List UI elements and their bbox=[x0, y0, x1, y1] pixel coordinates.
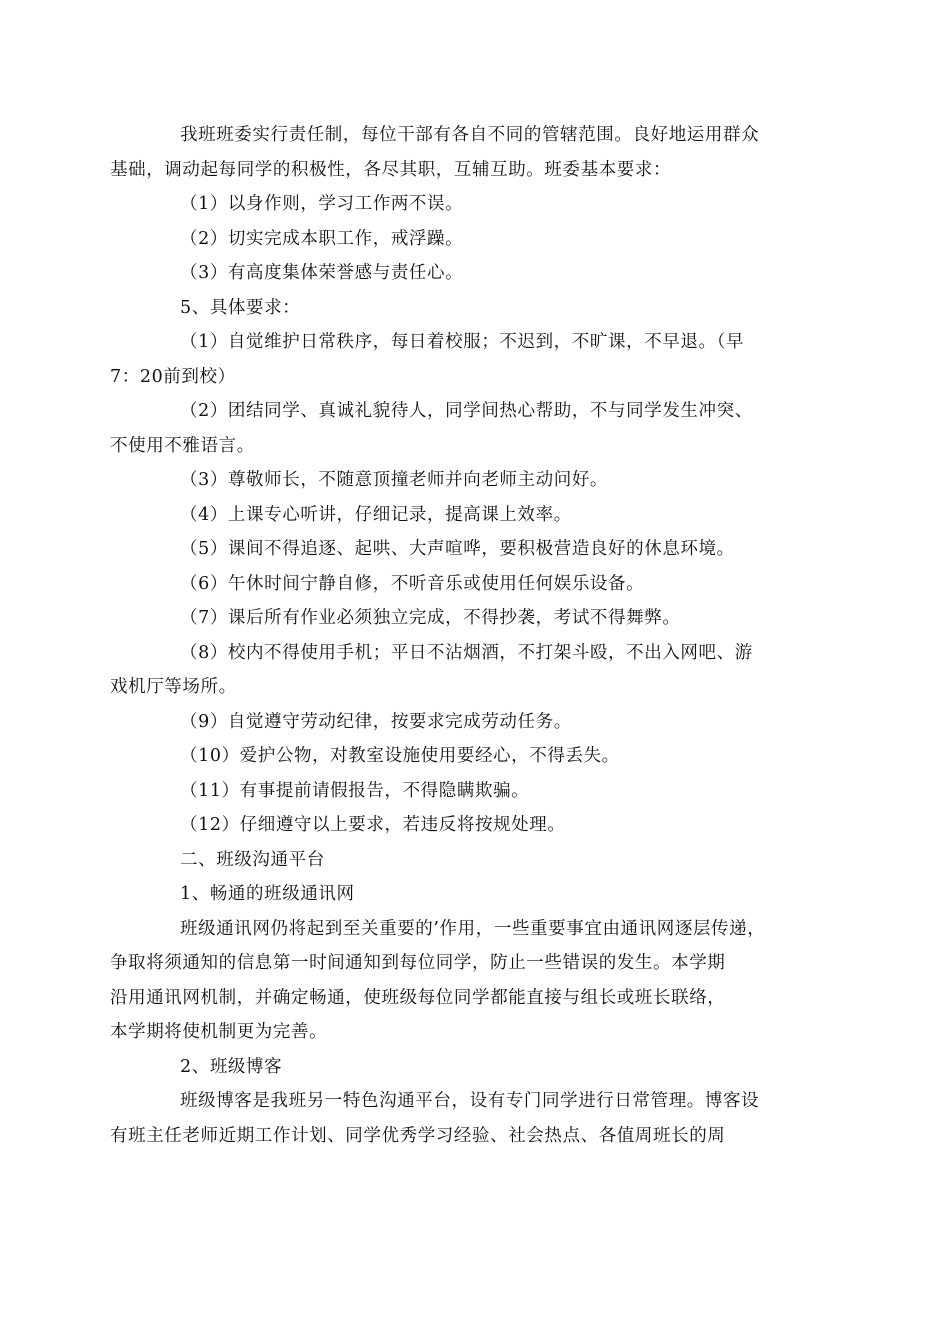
text-line: 沿用通讯网机制，并确定畅通，使班级每位同学都能直接与组长或班长联络， bbox=[110, 987, 726, 1008]
section-heading bbox=[145, 843, 810, 878]
list-item bbox=[145, 808, 810, 843]
paragraph-class-blog bbox=[110, 1084, 810, 1153]
text-line: （3）有高度集体荣誉感与责任心。 bbox=[180, 263, 464, 283]
list-item bbox=[145, 222, 810, 257]
list-item bbox=[145, 567, 810, 602]
text-line: （9）自觉遵守劳动纪律，按要求完成劳动任务。 bbox=[180, 711, 572, 732]
list-item bbox=[110, 394, 810, 463]
text-line: （6）午休时间宁静自修，不听音乐或使用任何娱乐设备。 bbox=[180, 573, 645, 594]
text-line: （12）仔细遵守以上要求，若违反将按规处理。 bbox=[180, 815, 566, 835]
text-line: 基础，调动起每同学的积极性，各尽其职，互辅互助。班委基本要求： bbox=[110, 159, 672, 180]
subsection-heading bbox=[145, 877, 810, 912]
text-line: （7）课后所有作业必须独立完成，不得抄袭，考试不得舞弊。 bbox=[180, 608, 681, 628]
list-item bbox=[145, 601, 810, 636]
text-line: （3）尊敬师长，不随意顶撞老师并向老师主动问好。 bbox=[180, 470, 609, 490]
text-line: 班级博客是我班另一特色沟通平台，设有专门同学进行日常管理。博客设 bbox=[180, 1091, 760, 1111]
text-line: （10）爱护公物，对教室设施使用要经心，不得丢失。 bbox=[180, 746, 620, 766]
text-line: （1）自觉维护日常秩序，每日着校服；不迟到，不旷课，不早退。（早 bbox=[180, 332, 745, 352]
list-item bbox=[145, 256, 810, 291]
list-item bbox=[145, 463, 810, 498]
list-item bbox=[110, 325, 810, 394]
text-line: 班级通讯网仍将起到至关重要的’作用，一些重要事宜由通讯网逐层传递， bbox=[180, 918, 766, 939]
text-line: （5）课间不得追逐、起哄、大声喧哗，要积极营造良好的休息环境。 bbox=[180, 539, 735, 559]
text-line: 2、班级博客 bbox=[180, 1056, 283, 1077]
text-line: （11）有事提前请假报告，不得隐瞒欺骗。 bbox=[180, 780, 530, 801]
text-line: 不使用不雅语言。 bbox=[110, 435, 255, 456]
text-line: （8）校内不得使用手机；平日不沾烟酒，不打架斗殴，不出入网吧、游 bbox=[180, 642, 753, 663]
document-body bbox=[110, 118, 810, 1153]
text-line: 本学期将使机制更为完善。 bbox=[110, 1022, 328, 1042]
text-line: 有班主任老师近期工作计划、同学优秀学习经验、社会热点、各值周班长的周 bbox=[110, 1125, 726, 1146]
subsection-heading bbox=[145, 1050, 810, 1085]
list-item bbox=[110, 636, 810, 705]
text-line: 5、具体要求： bbox=[180, 297, 301, 318]
list-item bbox=[145, 187, 810, 222]
text-line: 我班班委实行责任制，每位干部有各自不同的管辖范围。良好地运用群众 bbox=[180, 125, 760, 145]
section-heading bbox=[145, 291, 810, 326]
list-item bbox=[145, 532, 810, 567]
text-line: （2）切实完成本职工作，戒浮躁。 bbox=[180, 228, 464, 249]
list-item bbox=[145, 498, 810, 533]
paragraph-communication-network bbox=[110, 912, 810, 1050]
text-line: 1、畅通的班级通讯网 bbox=[180, 884, 355, 904]
list-item bbox=[145, 774, 810, 809]
text-line: 戏机厅等场所。 bbox=[110, 677, 237, 697]
text-line: 争取将须通知的信息第一时间通知到每位同学，防止一些错误的发生。本学期 bbox=[110, 953, 726, 973]
paragraph-class-committee bbox=[110, 118, 810, 187]
text-line: （2）团结同学、真诚礼貌待人，同学间热心帮助，不与同学发生冲突、 bbox=[180, 401, 753, 421]
text-line: （1）以身作则，学习工作两不误。 bbox=[180, 194, 464, 214]
text-line: （4）上课专心听讲，仔细记录，提高课上效率。 bbox=[180, 504, 572, 525]
text-line: 7：20前到校） bbox=[110, 366, 236, 387]
text-line: 二、班级沟通平台 bbox=[180, 849, 325, 870]
list-item bbox=[145, 739, 810, 774]
list-item bbox=[145, 705, 810, 740]
